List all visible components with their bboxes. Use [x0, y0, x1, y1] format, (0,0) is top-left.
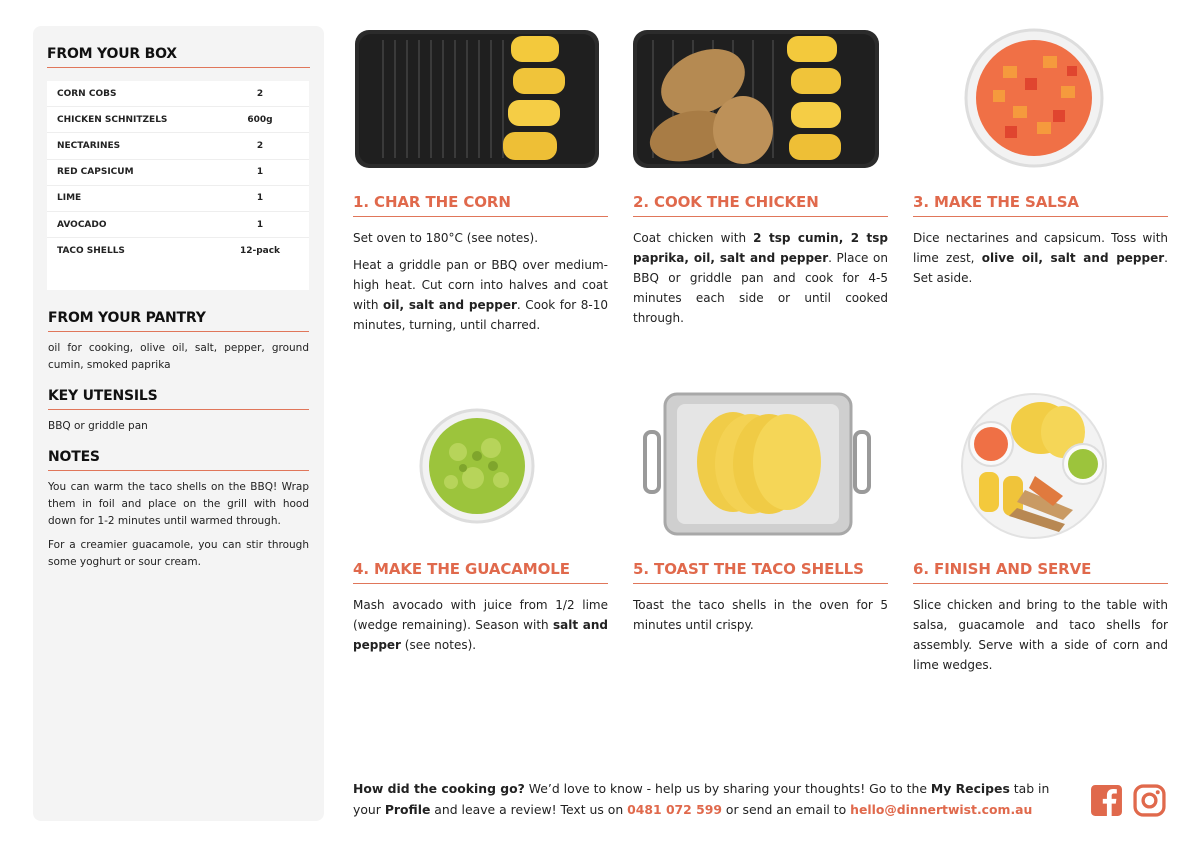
step-5 [633, 392, 888, 632]
my-recipes-link[interactable]: My Recipes [930, 781, 1010, 796]
notes-title: NOTES [48, 449, 309, 471]
pantry-title: FROM YOUR PANTRY [48, 310, 309, 332]
step-3-title: 3. MAKE THE SALSA [913, 193, 1168, 217]
table-row: LIME 1 [47, 186, 309, 212]
step-4 [353, 392, 608, 652]
step-6 [913, 392, 1168, 672]
email-link[interactable]: hello@dinnertwist.com.au [850, 802, 1033, 817]
step-5-title: 5. TOAST THE TACO SHELLS [633, 560, 888, 584]
salsa-bowl-image [913, 26, 1168, 176]
box-ingredients-table [47, 81, 309, 290]
table-row: NECTARINES 2 [47, 133, 309, 159]
step-4-title: 4. MAKE THE GUACAMOLE [353, 560, 608, 584]
step-1 [353, 26, 608, 332]
phone-link[interactable]: 0481 072 599 [627, 802, 722, 817]
step-3-body: Dice nectarines and capsicum. Toss with lime zest, olive oil, salt and pepper. Set aside. [913, 231, 1168, 285]
step-1-title: 1. CHAR THE CORN [353, 193, 608, 217]
notes-section [47, 449, 310, 571]
profile-link[interactable]: Profile [384, 802, 431, 817]
serving-plate-image [913, 392, 1168, 542]
step-2-title: 2. COOK THE CHICKEN [633, 193, 888, 217]
step-1-body: Set oven to 180°C (see notes). Heat a griddle pan or BBQ over medium-high heat. Cut corn into halves and coat with oil, salt and pepper. Cook for 8-10 minutes, turning, until charred. [353, 231, 608, 332]
pantry-section [47, 310, 310, 374]
utensils-text: BBQ or griddle pan [48, 420, 148, 432]
pantry-text: oil for cooking, olive oil, salt, pepper, ground cumin, smoked paprika [48, 342, 309, 371]
notes-text-2: For a creamier guacamole, you can stir through some yoghurt or sour cream. [48, 539, 309, 568]
table-row: CHICKEN SCHNITZELS 600g [47, 107, 309, 133]
step-2 [633, 26, 889, 325]
instagram-icon[interactable] [1133, 784, 1166, 817]
facebook-icon[interactable] [1090, 784, 1123, 817]
step-3 [913, 26, 1168, 285]
box-title: FROM YOUR BOX [47, 46, 310, 68]
utensils-title: KEY UTENSILS [48, 388, 309, 410]
feedback-footer: How did the cooking go? We’d love to know - help us by sharing your thoughts! Go to the My Recipes tab in your Profile and leave a review! Text us on 0481 072 599 or send an email to hello@dinnertwist.com.au [353, 781, 1050, 817]
notes-text-1: You can warm the taco shells on the BBQ! Wrap them in foil and place on the grill with hood down for 1-2 minutes until warmed through. [48, 481, 309, 527]
guacamole-bowl-image [353, 392, 608, 542]
table-row: CORN COBS 2 [47, 81, 309, 107]
step-6-body: Slice chicken and bring to the table with salsa, guacamole and taco shells for assembly. Serve with a side of corn and lime wedges. [913, 598, 1168, 672]
ingredients-sidebar [33, 26, 324, 821]
utensils-section [47, 388, 310, 435]
grilled-corn-image [353, 26, 608, 176]
step-2-body: Coat chicken with 2 tsp cumin, 2 tsp paprika, oil, salt and pepper. Place on BBQ or griddle pan and cook for 4-5 minutes each side or until cooked through. [633, 231, 889, 325]
table-row: AVOCADO 1 [47, 212, 309, 238]
step-5-body: Toast the taco shells in the oven for 5 minutes until crispy. [633, 598, 888, 632]
step-4-body: Mash avocado with juice from 1/2 lime (wedge remaining). Season with salt and pepper (see notes). [353, 598, 608, 652]
taco-shells-tray-image [633, 392, 888, 542]
grilled-chicken-image [633, 26, 888, 176]
table-row: RED CAPSICUM 1 [47, 160, 309, 186]
table-row: TACO SHELLS 12-pack [57, 246, 281, 257]
step-6-title: 6. FINISH AND SERVE [913, 560, 1168, 584]
